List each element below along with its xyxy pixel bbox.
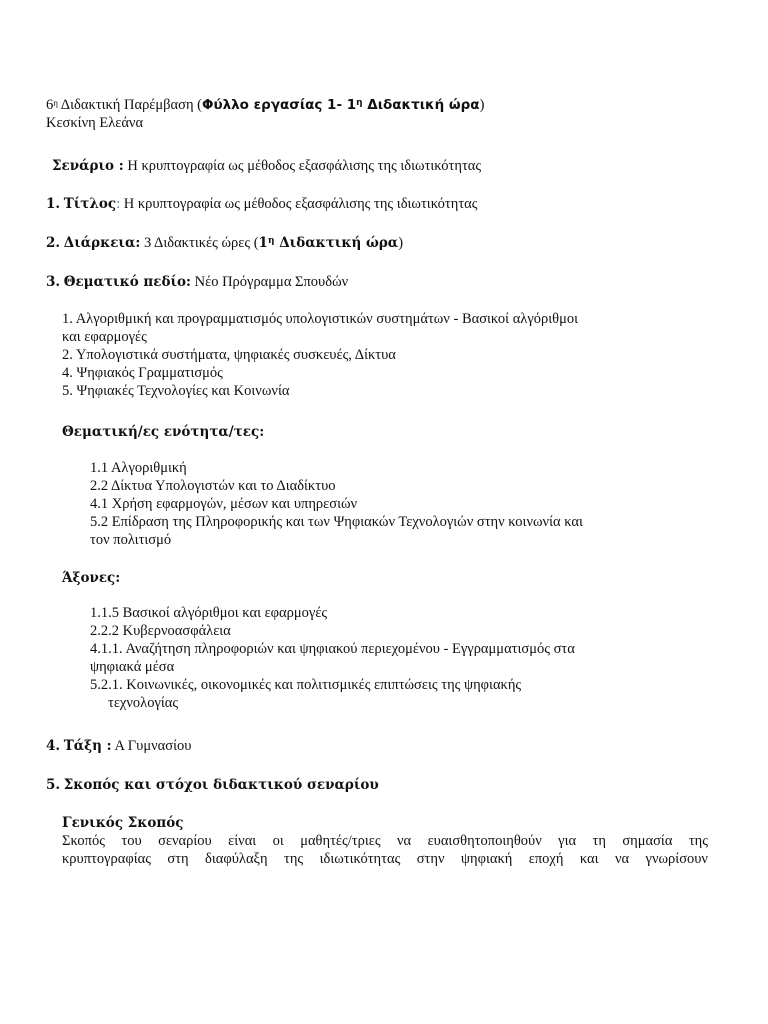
section-4-class <box>46 737 191 755</box>
section-4-label: Τάξη : <box>63 738 112 754</box>
section-2-bold-sup: η <box>267 236 275 246</box>
section-3-field <box>46 273 348 291</box>
scenario-text: Η κρυπτογραφία ως μέθοδος εξασφάλισης της ιδιωτικότητας <box>123 158 482 174</box>
section-3-label: Θεματικό πεδίο: <box>63 274 192 290</box>
section-2-label: Διάρκεια: <box>63 235 141 251</box>
section-5-label: Σκοπός και στόχοι διδακτικού σεναρίου <box>63 777 379 793</box>
header-title <box>46 96 484 114</box>
units-heading: Θεματική/ες ενότητα/τες: <box>62 424 265 440</box>
section-2-number: 2. <box>46 235 61 251</box>
header-bold-sup: η <box>356 98 363 108</box>
section-1-label: Τίτλος <box>63 196 117 212</box>
section-4-text: Α Γυμνασίου <box>111 738 192 754</box>
list-item: 1.1.5 Βασικοί αλγόριθμοι και εφαρμογές <box>90 605 328 621</box>
list-item: και εφαρμογές <box>62 329 147 345</box>
units-list <box>90 459 583 549</box>
list-item: 1. Αλγοριθμική και προγραμματισμός υπολογιστικών συστημάτων - Βασικοί αλγόριθμοι <box>62 311 578 327</box>
list-item: 4.1.1. Αναζήτηση πληροφοριών και ψηφιακού περιεχομένου - Εγγραμματισμός στα <box>90 641 575 657</box>
list-item: 5. Ψηφιακές Τεχνολογίες και Κοινωνία <box>62 383 290 399</box>
general-goal-paragraph <box>62 832 708 868</box>
section-2-bold-a: 1 <box>258 235 268 251</box>
header-bold-a: Φύλλο εργασίας 1- 1 <box>202 97 357 113</box>
list-item: 4. Ψηφιακός Γραμματισμός <box>62 365 223 381</box>
list-item: 2. Υπολογιστικά συστήματα, ψηφιακές συσκευές, Δίκτυα <box>62 347 396 363</box>
list-item: 5.2.1. Κοινωνικές, οικονομικές και πολιτισμικές επιπτώσεις της ψηφιακής <box>90 677 522 693</box>
axes-heading: Άξονες: <box>62 570 121 586</box>
header-bold-b: Διδακτική ώρα <box>362 97 480 113</box>
section-4-number: 4. <box>46 738 61 754</box>
section-1-text: Η κρυπτογραφία ως μέθοδος εξασφάλισης της ιδιωτικότητας <box>120 196 478 212</box>
section-2-post: ) <box>398 235 404 251</box>
list-item: 4.1 Χρήση εφαρμογών, μέσων και υπηρεσιών <box>90 496 358 512</box>
list-item: 5.2 Επίδραση της Πληροφορικής και των Ψηφιακών Τεχνολογιών στην κοινωνία και <box>90 514 583 530</box>
section-5-goals <box>46 776 379 794</box>
section-5-number: 5. <box>46 777 61 793</box>
section-2-text: 3 Διδακτικές ώρες ( <box>140 235 259 251</box>
list-item: 2.2.2 Κυβερνοασφάλεια <box>90 623 231 639</box>
axes-list <box>90 604 575 712</box>
paragraph-line: κρυπτογραφίας στη διαφύλαξη της ιδιωτικότητας στην ψηφιακή εποχή και να γνωρίσουν <box>62 851 708 867</box>
section-1-number: 1. <box>46 196 61 212</box>
scenario-line <box>52 157 481 175</box>
field-list <box>62 310 578 400</box>
scenario-label: Σενάριο : <box>52 158 124 174</box>
list-item: ψηφιακά μέσα <box>90 659 175 675</box>
header-text: Διδακτική Παρέμβαση ( <box>57 97 202 113</box>
general-goal-heading: Γενικός Σκοπός <box>62 815 184 831</box>
list-item: 1.1 Αλγοριθμική <box>90 460 187 476</box>
section-3-number: 3. <box>46 274 61 290</box>
paragraph-line: Σκοπός του σεναρίου είναι οι μαθητές/τριες να ευαισθητοποιηθούν για τη σημασία της <box>62 833 708 849</box>
header-post: ) <box>479 97 485 113</box>
header-number: 6 <box>46 97 54 113</box>
section-2-bold-b: Διδακτική ώρα <box>274 235 399 251</box>
author-name: Κεσκίνη Ελεάνα <box>46 115 144 131</box>
list-item: 2.2 Δίκτυα Υπολογιστών και το Διαδίκτυο <box>90 478 336 494</box>
section-1-colon: : <box>116 196 121 212</box>
section-3-text: Νέο Πρόγραμμα Σπουδών <box>191 274 349 290</box>
header-sup: η <box>53 98 58 108</box>
section-1-title <box>46 195 478 213</box>
section-2-duration <box>46 234 403 252</box>
list-item: τεχνολογίας <box>108 695 179 711</box>
list-item: τον πολιτισμό <box>90 532 172 548</box>
